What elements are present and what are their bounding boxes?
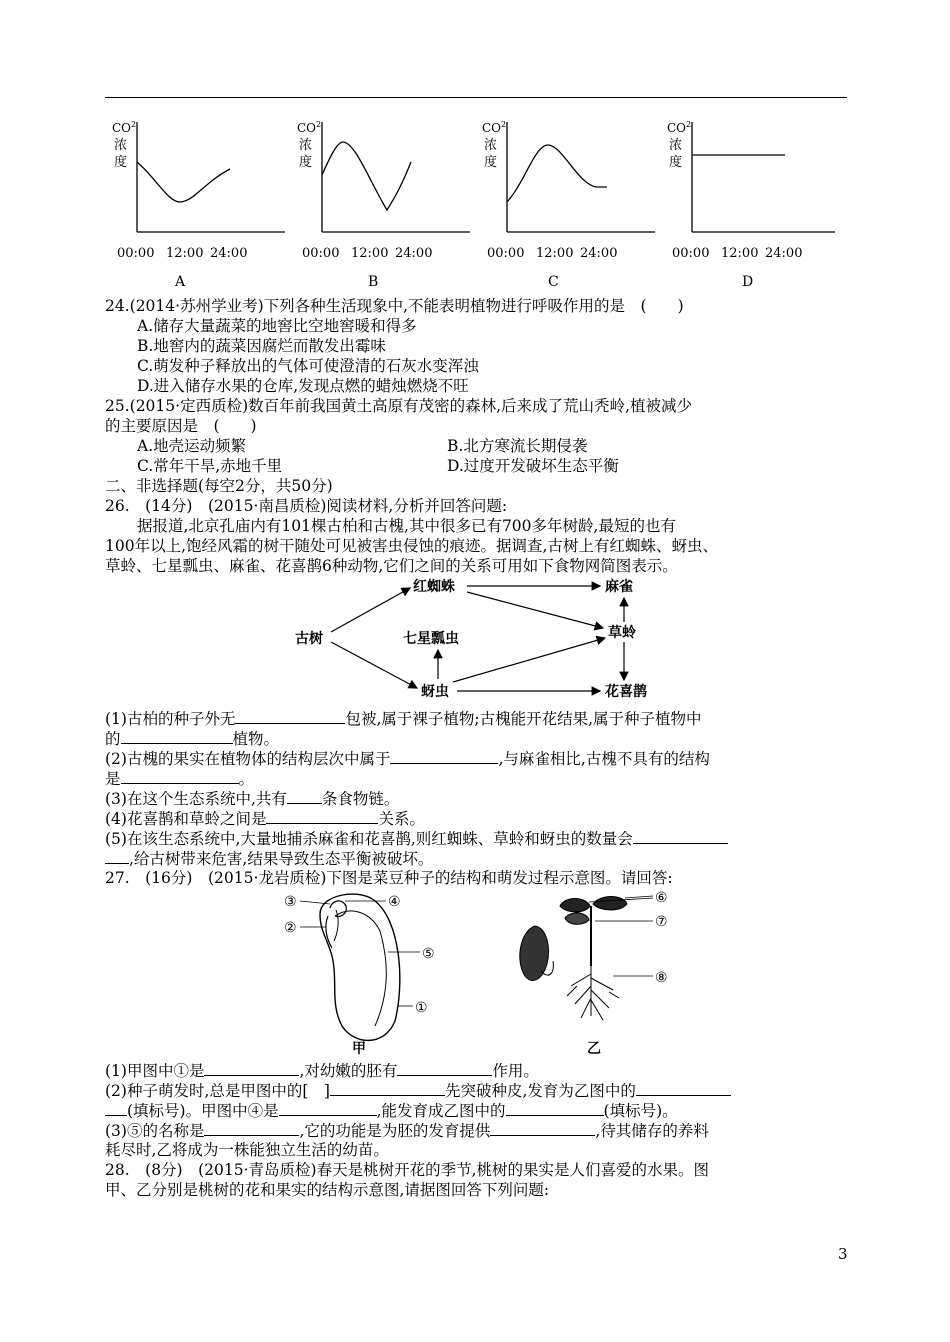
marker-8: ⑧ [655, 970, 668, 986]
embryo-hypocotyl [334, 910, 338, 941]
answer-blank[interactable] [490, 1120, 595, 1136]
q27-sub-2: (2)种子萌发时,总是甲图中的[ ] 先突破种皮,发育为乙图中的 [105, 1080, 850, 1101]
chart-ylabel-nong: 浓 [114, 138, 128, 153]
page-number: 3 [838, 1245, 848, 1263]
q25-stem-cont: 的主要原因是 ( ) [105, 417, 257, 435]
q26-sub-4: (4)花喜鹊和草蛉之间是 关系。 [105, 810, 425, 828]
q24-option-a: A.储存大量蔬菜的地窖比空地窖暖和得多 [137, 317, 417, 335]
marker-1: ① [415, 1000, 428, 1016]
food-web-diagram [285, 574, 685, 702]
arrow-aphid-lacewing [453, 638, 605, 682]
chart-ylabel-du: 度 [669, 155, 683, 170]
q25-option-d: D.过度开发破坏生态平衡 [447, 457, 619, 475]
q26-sub-1: (1)古柏的种子外无 包被,属于裸子植物;古槐能开花结果,属于种子植物中 [105, 710, 702, 728]
figure-label-jia: 甲 [352, 1041, 366, 1056]
section-heading: 二、非选择题(每空2分，共50分) [105, 477, 333, 495]
co2-charts [100, 112, 860, 292]
q24-option-b: B.地窖内的蔬菜因腐烂而散发出霉味 [137, 337, 386, 355]
chart-label: D [742, 274, 754, 290]
answer-blank[interactable] [105, 1100, 127, 1116]
answer-blank[interactable] [330, 1080, 445, 1096]
figure-label-yi: 乙 [587, 1041, 601, 1056]
marker-5: ⑤ [422, 946, 435, 962]
q26-sub-1-cont: 的 植物。 [105, 730, 280, 748]
q24-stem: 24.(2014·苏州学业考)下列各种生活现象中,不能表明植物进行呼吸作用的是 ( ) [105, 297, 684, 315]
chart-curve [322, 142, 411, 210]
answer-blank[interactable] [390, 748, 498, 764]
chart-tick: 12:00 [166, 246, 204, 261]
answer-blank[interactable] [506, 1100, 604, 1116]
answer-blank[interactable] [287, 788, 322, 804]
arrow-tree-aphid [331, 642, 417, 688]
node-aphid: 蚜虫 [421, 684, 449, 700]
chart-c [482, 120, 655, 290]
chart-tick: 24:00 [395, 246, 433, 261]
roots [567, 966, 619, 1020]
node-lacewing: 草蛉 [608, 625, 636, 641]
q26-sub-5-cont: ,给古树带来危害,结果导致生态平衡被破坏。 [105, 848, 850, 869]
node-tree: 古树 [295, 631, 323, 647]
q25-option-b: B.北方寒流长期侵袭 [447, 437, 588, 455]
answer-blank[interactable] [105, 848, 129, 864]
q25-stem: 25.(2015·定西质检)数百年前我国黄土高原有茂密的森林,后来成了荒山秃岭,植被减少 [105, 397, 692, 415]
node-spider: 红蜘蛛 [413, 579, 455, 595]
chart-tick: 12:00 [536, 246, 574, 261]
q26-para-2: 100年以上,饱经风霜的树干随处可见被害虫侵蚀的痕迹。据调查,古树上有红蜘蛛、蚜虫、 [105, 537, 718, 555]
node-magpie: 花喜鹊 [605, 684, 647, 700]
answer-blank[interactable] [204, 1120, 299, 1136]
marker-4: ④ [388, 894, 401, 910]
answer-blank[interactable] [633, 828, 728, 844]
marker-6: ⑥ [655, 890, 668, 906]
answer-blank[interactable] [121, 768, 239, 784]
chart-curve [507, 145, 607, 202]
q27-stem: 27. (16分) (2015·龙岩质检)下图是菜豆种子的结构和萌发过程示意图。请回答: [105, 869, 673, 887]
chart-tick: 12:00 [351, 246, 389, 261]
chart-label: B [368, 274, 379, 290]
answer-blank[interactable] [235, 708, 345, 724]
q27-sub-3-cont: 耗尽时,乙将成为一株能独立生活的幼苗。 [105, 1141, 389, 1159]
chart-curve [137, 162, 230, 202]
chart-ylabel-nong: 浓 [299, 138, 313, 153]
chart-ylabel-nong: 浓 [484, 138, 498, 153]
q28-stem: 28. (8分) (2015·青岛质检)春天是桃树开花的季节,桃树的果实是人们喜爱的水果。图 [105, 1161, 710, 1179]
chart-b [297, 120, 470, 290]
marker-3: ③ [284, 894, 297, 910]
seed-figure-jia [280, 886, 450, 1056]
arrow-spider-lacewing [467, 592, 603, 628]
q27-sub-3: (3)⑤的名称是 ,它的功能是为胚的发育提供 ,待其储存的养料 [105, 1122, 709, 1140]
chart-ylabel-du: 度 [299, 155, 313, 170]
chart-tick: 24:00 [765, 246, 803, 261]
answer-blank[interactable] [636, 1080, 731, 1096]
q26-sub-2: (2)古槐的果实在植物体的结构层次中属于 ,与麻雀相比,古槐不具有的结构 [105, 750, 710, 768]
marker-7: ⑦ [655, 914, 668, 930]
chart-tick: 24:00 [580, 246, 618, 261]
answer-blank[interactable] [279, 1100, 377, 1116]
answer-blank[interactable] [397, 1060, 492, 1076]
chart-ylabel-co2: $CO^2$ [482, 120, 507, 135]
chart-ylabel-co2: $CO^2$ [112, 120, 137, 135]
chart-tick: 00:00 [117, 246, 155, 261]
chart-ylabel-co2: $CO^2$ [297, 120, 322, 135]
answer-blank[interactable] [121, 728, 233, 744]
leaf-right [593, 897, 627, 911]
chart-tick: 24:00 [210, 246, 248, 261]
header-rule [105, 97, 847, 98]
q26-sub-3: (3)在这个生态系统中,共有 条食物链。 [105, 790, 400, 808]
chart-tick: 00:00 [672, 246, 710, 261]
chart-tick: 12:00 [721, 246, 759, 261]
node-sparrow: 麻雀 [605, 579, 633, 595]
chart-label: A [175, 274, 186, 290]
chart-tick: 00:00 [487, 246, 525, 261]
embryo-radicle [326, 916, 332, 948]
q25-option-c: C.常年干旱,赤地千里 [137, 457, 283, 475]
chart-tick: 00:00 [302, 246, 340, 261]
q26-para-3: 草蛉、七星瓢虫、麻雀、花喜鹊6种动物,它们之间的关系可用如下食物网简图表示。 [105, 557, 678, 575]
q27-sub-2-cont: (填标号)。甲图中④是 ,能发育成乙图中的 (填标号)。 [105, 1100, 850, 1121]
chart-ylabel-co2: $CO^2$ [667, 120, 692, 135]
bean-seed-outline [320, 894, 400, 1040]
q26-stem: 26. (14分) (2015·南昌质检)阅读材料,分析并回答问题: [105, 497, 508, 515]
q26-para-1: 据报道,北京孔庙内有101棵古柏和古槐,其中很多已有700多年树龄,最短的也有 [137, 517, 676, 535]
q24-option-c: C.萌发种子释放出的气体可使澄清的石灰水变浑浊 [137, 357, 479, 375]
arrow-tree-spider [331, 588, 410, 632]
chart-label: C [548, 274, 559, 290]
chart-a [112, 120, 285, 290]
q24-option-d: D.进入储存水果的仓库,发现点燃的蜡烛燃烧不旺 [137, 377, 469, 395]
chart-ylabel-du: 度 [484, 155, 498, 170]
cotyledon [565, 913, 589, 924]
leaf-left [560, 899, 590, 913]
shed-seed-coat [520, 926, 549, 980]
q25-option-a: A.地壳运动频繁 [137, 437, 247, 455]
marker-2: ② [284, 920, 297, 936]
chart-ylabel-du: 度 [114, 155, 128, 170]
chart-ylabel-nong: 浓 [669, 138, 683, 153]
chart-d [667, 120, 835, 290]
seed-inner-line [335, 911, 386, 1026]
q28-stem-cont: 甲、乙分别是桃树的花和果实的结构示意图,请据图回答下列问题: [105, 1181, 550, 1199]
answer-blank[interactable] [266, 808, 378, 824]
answer-blank[interactable] [204, 1060, 299, 1076]
node-ladybug: 七星瓢虫 [403, 631, 459, 647]
q26-sub-2-cont: 是 。 [105, 770, 255, 788]
q26-sub-5: (5)在该生态系统中,大量地捕杀麻雀和花喜鹊,则红蜘蛛、草蛉和蚜虫的数量会 [105, 828, 850, 849]
seedling-figure-yi [505, 886, 695, 1056]
q27-sub-1: (1)甲图中①是 ,对幼嫩的胚有 作用。 [105, 1062, 539, 1080]
